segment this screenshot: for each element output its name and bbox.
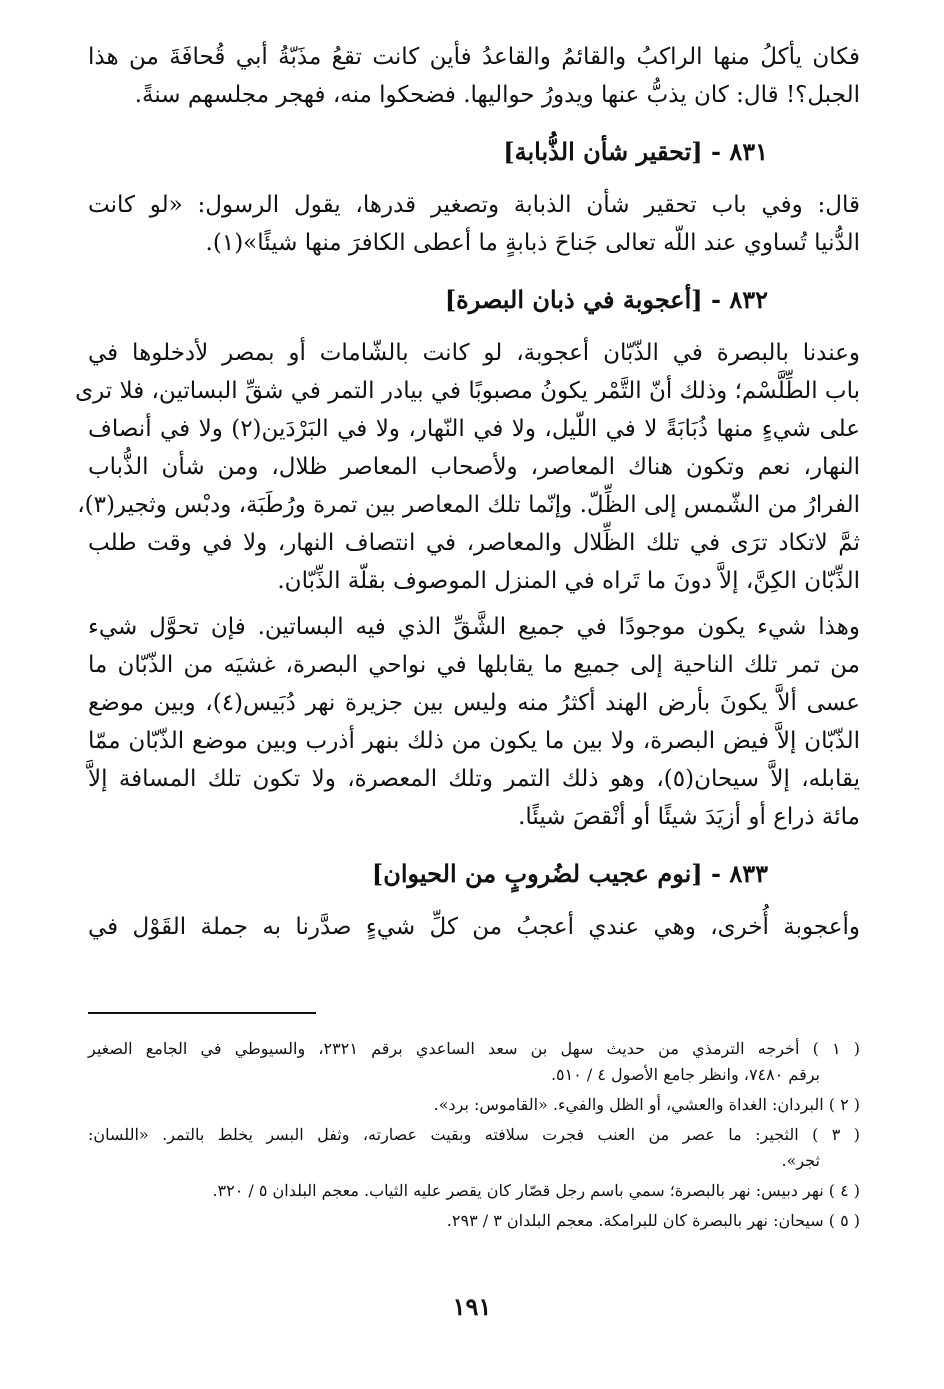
text-line: باب الطِّلَّسْم؛ وذلك أنّ التَّمْر يكونُ مصبوبًا في بيادر التمر في شقِّ البساتين، فلا ترى bbox=[75, 378, 860, 404]
text-line: وعندنا بالبصرة في الذّبّان أعجوبة، لو كانت بالشّامات أو بمصر لأدخلوها في bbox=[88, 340, 860, 366]
page-number: ١٩١ bbox=[452, 1292, 492, 1321]
text-line: من تمر تلك الناحية إلى جميع ما يقابلها في نواحي البصرة، غشيَه من الذّبّان ما bbox=[88, 652, 860, 678]
text-line: النهار، نعم وتكون هناك المعاصر، ولأصحاب المعاصر ظلال، ومن شأن الذُّباب bbox=[88, 454, 860, 480]
text-line: الذِّبّان الكِنَّ، إلاَّ دونَ ما تَراه في المنزل الموصوف بقلّة الذِّبّان. bbox=[277, 568, 860, 594]
text-line: فكان يأكلُ منها الراكبُ والقائمُ والقاعدُ فأين كانت تقعُ مذَبّةُ أبي قُحافَةَ من هذا bbox=[88, 44, 860, 70]
text-line: ثمَّ لاتكاد ترَى في تلك الظِّلال والمعاصر، في انتصاف النهار، ولا في وقت طلب bbox=[88, 530, 860, 556]
footnote-divider bbox=[88, 1012, 316, 1014]
footnote-line: ( ٤ ) نهر دبيس: نهر بالبصرة؛ سمي باسم رجل قصّار كان يقصر عليه الثياب. معجم البلدان ٥ / ٣٢٠. bbox=[212, 1181, 860, 1200]
page-body bbox=[75, 38, 861, 946]
text-line: الجبل؟! قال: كان يذبُّ عنها ويدورُ حواليها. فضحكوا منه، فهجر مجلسهم سنةً. bbox=[134, 82, 860, 108]
text-line: الدُّنيا تُساوي عند اللّه تعالى جَناحَ ذبابةٍ ما أعطى الكافرَ منها شيئًا»(١). bbox=[205, 230, 860, 256]
footnote-3 bbox=[88, 1122, 860, 1174]
section-heading-832: ٨٣٢ - [أعجوبة في ذبان البصرة] bbox=[444, 285, 768, 314]
text-line: يقابله، إلاَّ سيحان(٥)، وهو ذلك التمر وتلك المعصرة، ولا تكون تلك المسافة إلاَّ bbox=[88, 766, 861, 792]
text-line: وأعجوبة أُخرى، وهي عندي أعجبُ من كلِّ شيءٍ صدَّرنا به جملة القَوْل في bbox=[88, 914, 860, 940]
footnote-line: ( ٣ ) الثجير: ما عصر من العنب فجرت سلافته وبقيت عصارته، وثفل البسر يخلط بالتمر. «اللسان: bbox=[88, 1125, 861, 1144]
footnote-1 bbox=[88, 1036, 860, 1088]
text-line: على شيءٍ منها ذُبَابَةً لا في اللّيل، ولا في النّهار، ولا في البَرْدَين(٢) ولا في أنصاف bbox=[88, 416, 860, 442]
footnote-5 bbox=[88, 1208, 860, 1234]
paragraph-4 bbox=[88, 608, 860, 836]
footnote-line: ( ٢ ) البردان: الغداة والعشي، أو الظل والفيء. «القاموس: برد». bbox=[433, 1095, 860, 1114]
text-line: عسى ألاَّ يكونَ بأرض الهند أكثرُ منه وليس بين جزيرة نهر دُبَيس(٤)، وبين موضع bbox=[88, 690, 861, 716]
paragraph-3 bbox=[75, 334, 860, 600]
text-line: مائة ذراع أو أزيَدَ شيئًا أو أنْقصَ شيئًا. bbox=[518, 804, 860, 830]
footnote-line: ( ٥ ) سيحان: نهر بالبصرة كان للبرامكة. معجم البلدان ٣ / ٢٩٣. bbox=[446, 1211, 860, 1230]
section-heading-831: ٨٣١ - [تحقير شأن الذُّبابة] bbox=[503, 137, 768, 166]
text-line: قال: وفي باب تحقير شأن الذبابة وتصغير قدرها، يقول الرسول: «لو كانت bbox=[88, 192, 860, 218]
section-heading-833: ٨٣٣ - [نوم عجيب لضُروبٍ من الحيوان] bbox=[371, 859, 768, 888]
text-line: الذّبّان إلاَّ فيض البصرة، ولا بين ما يكون من ذلك بنهر أذرب وبين موضع الذّبّان ممّا bbox=[88, 728, 860, 754]
footnote-line: ثجر». bbox=[781, 1151, 820, 1170]
text-line: الفرارُ من الشّمس إلى الظِّلّ. وإنّما تلك المعاصر بين تمرة ورُطَبَة، ودبْس وثجير(٣)، bbox=[77, 492, 860, 518]
paragraph-5 bbox=[88, 908, 860, 946]
footnote-line: برقم ٧٤٨٠، وانظر جامع الأصول ٤ / ٥١٠. bbox=[550, 1065, 820, 1084]
footnote-line: ( ١ ) أخرجه الترمذي من حديث سهل بن سعد الساعدي برقم ٢٣٢١، والسيوطي في الجامع الصغير bbox=[88, 1039, 861, 1058]
footnote-2 bbox=[88, 1092, 860, 1118]
footnote-4 bbox=[88, 1178, 860, 1204]
paragraph-1 bbox=[88, 38, 860, 114]
text-line: وهذا شيء يكون موجودًا في جميع الشَّقِّ الذي فيه البساتين. فإن تحوَّل شيء bbox=[88, 614, 860, 640]
footnotes bbox=[88, 1036, 860, 1234]
paragraph-2 bbox=[88, 186, 860, 262]
